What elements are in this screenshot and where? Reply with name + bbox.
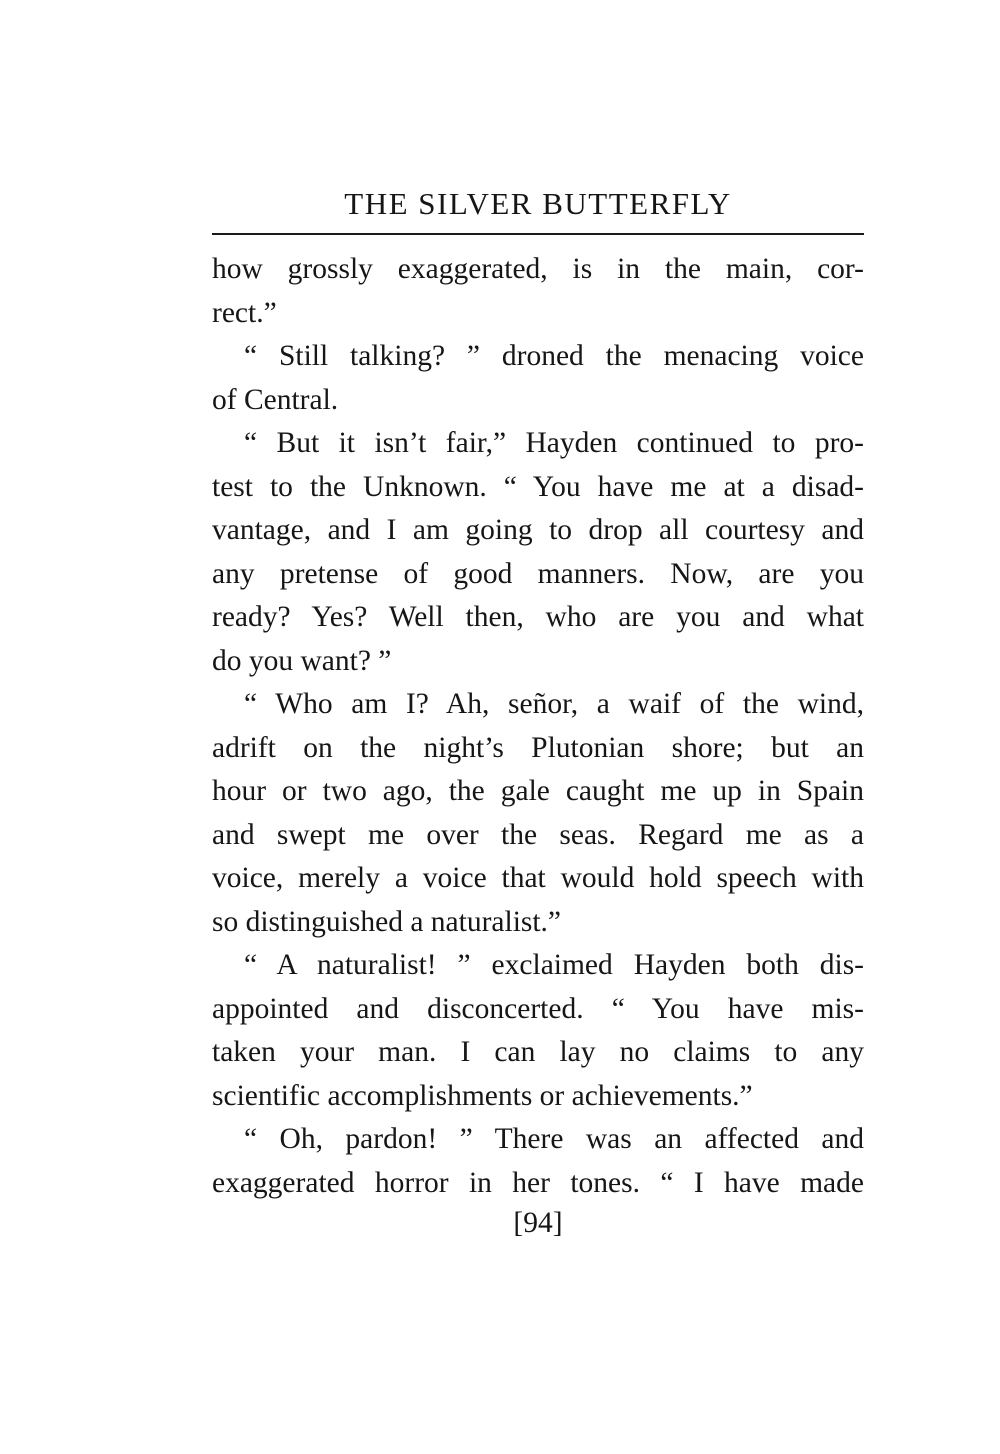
text-line: “ Who am I? Ah, señor, a waif of the wind, (244, 688, 864, 720)
text-line: voice, merely a voice that would hold speech with (212, 862, 864, 894)
text-line: ready? Yes? Well then, who are you and what (212, 601, 864, 633)
text-line: hour or two ago, the gale caught me up in Spain (212, 775, 864, 807)
text-line: and swept me over the seas. Regard me as a (212, 818, 864, 851)
text-line: so distinguished a naturalist.” (212, 905, 562, 938)
text-line: taken your man. I can lay no claims to any (212, 1036, 864, 1068)
text-line: “ A naturalist! ” exclaimed Hayden both dis- (244, 949, 864, 981)
running-head: THE SILVER BUTTERFLY (344, 186, 732, 221)
text-line: “ But it isn’t fair,” Hayden continued to pro- (244, 427, 864, 459)
text-line: adrift on the night’s Plutonian shore; but an (212, 731, 864, 764)
body-text (212, 248, 864, 1205)
text-line: do you want? ” (212, 644, 392, 677)
text-line: of Central. (212, 383, 339, 416)
text-line: “ Oh, pardon! ” There was an affected and (244, 1123, 864, 1155)
text-line: vantage, and I am going to drop all courtesy and (212, 514, 864, 546)
text-line: any pretense of good manners. Now, are you (212, 557, 864, 590)
text-line: test to the Unknown. “ You have me at a disad- (212, 470, 864, 503)
text-line: “ Still talking? ” droned the menacing voice (244, 340, 864, 372)
header-rule (212, 233, 864, 235)
text-line: scientific accomplishments or achievements.” (212, 1079, 753, 1112)
page-number: [94] (513, 1207, 563, 1239)
text-line: how grossly exaggerated, is in the main, cor- (212, 253, 864, 285)
text-line: exaggerated horror in her tones. “ I have made (212, 1166, 864, 1199)
text-line: rect.” (212, 296, 277, 329)
text-line: appointed and disconcerted. “ You have mis- (212, 992, 864, 1025)
